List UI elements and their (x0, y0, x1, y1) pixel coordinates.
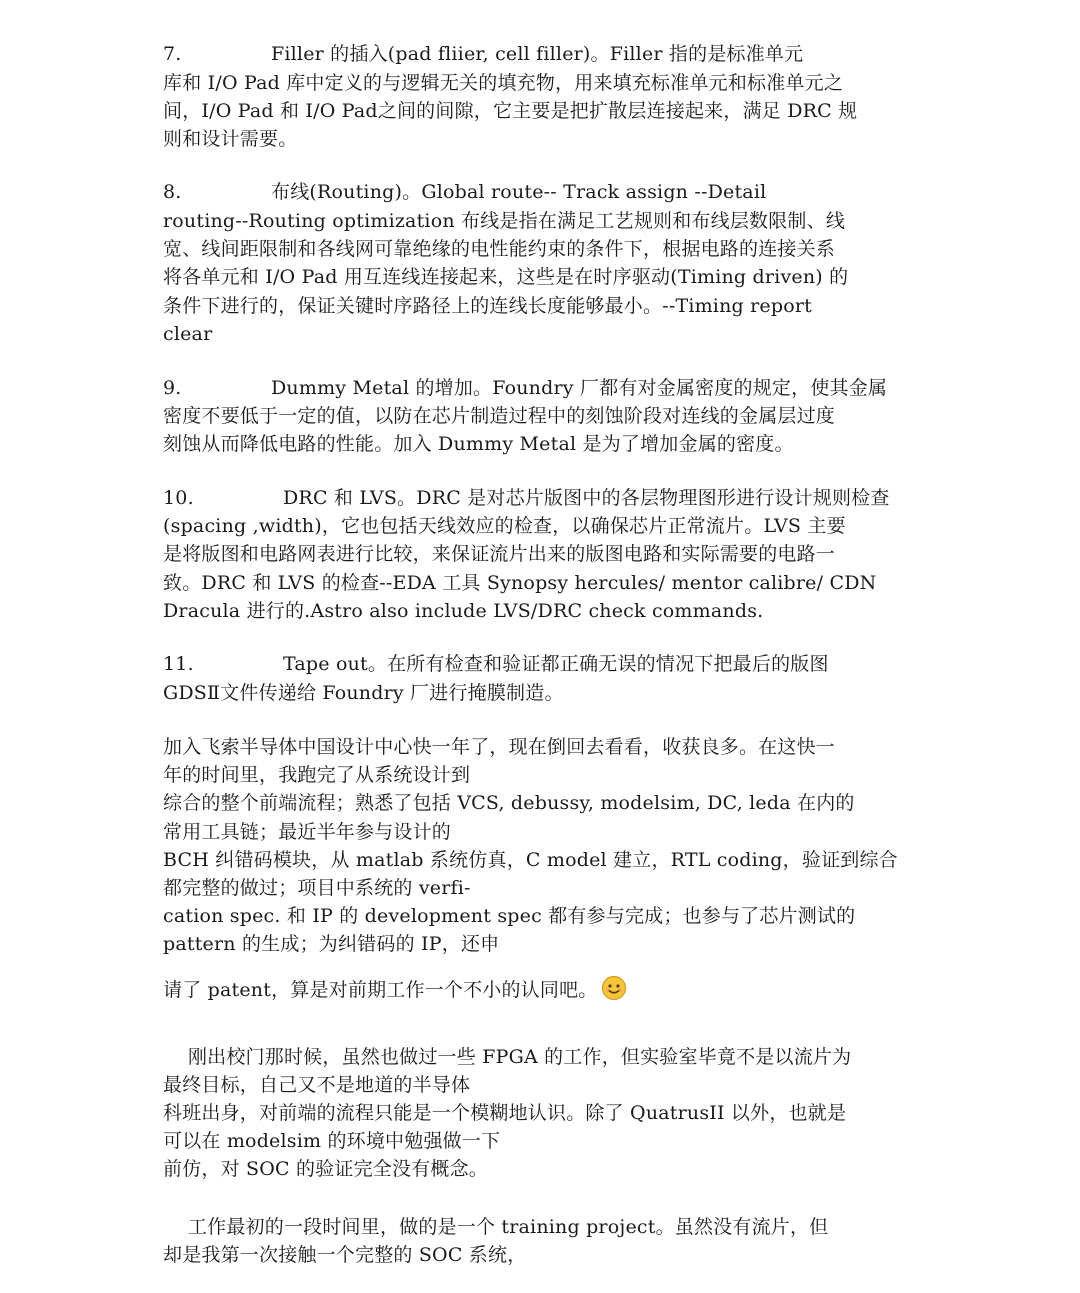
para-3-line-1: 工作最初的一段时间里，做的是一个 training project。虽然没有流片，但 (163, 1216, 829, 1238)
item-10-line-2: (spacing ,width)，它也包括天线效应的检查，以确保芯片正常流片。LVS 主要 (163, 515, 846, 537)
item-7-line-2: 库和 I/O Pad 库中定义的与逻辑无关的填充物，用来填充标准单元和标准单元之 (163, 72, 844, 94)
para-1-line-1: 加入飞索半导体中国设计中心快一年了，现在倒回去看看，收获良多。在这快一 (163, 736, 836, 758)
item-7-line-3: 间，I/O Pad 和 I/O Pad之间的间隙，它主要是把扩散层连接起来，满足 DRC 规 (163, 100, 858, 122)
item-9-line-1: 9. Dummy Metal 的增加。Foundry 厂都有对金属密度的规定，使其金属 (163, 374, 887, 402)
para-1-line-6: 都完整的做过；项目中系统的 verfi- (163, 877, 471, 899)
smiley-icon (601, 975, 627, 1001)
item-11-line-1: 11. Tape out。在所有检查和验证都正确无误的情况下把最后的版图 (163, 650, 829, 678)
para-1-line-5: BCH 纠错码模块，从 matlab 系统仿真，C model 建立，RTL coding，验证到综合 (163, 849, 898, 871)
item-9-line-3: 刻蚀从而降低电路的性能。加入 Dummy Metal 是为了增加金属的密度。 (163, 433, 794, 455)
item-8-line-3: 宽、线间距限制和各线网可靠绝缘的电性能约束的条件下，根据电路的连接关系 (163, 238, 836, 260)
para-1-line-3: 综合的整个前端流程；熟悉了包括 VCS, debussy, modelsim, DC, leda 在内的 (163, 792, 855, 814)
item-8-line-4: 将各单元和 I/O Pad 用互连线连接起来，这些是在时序驱动(Timing driven) 的 (163, 266, 849, 288)
item-10-line-3: 是将版图和电路网表进行比较，来保证流片出来的版图电路和实际需要的电路一 (163, 543, 836, 565)
item-10-line-1: 10. DRC 和 LVS。DRC 是对芯片版图中的各层物理图形进行设计规则检查 (163, 484, 890, 512)
para-1-line-7: cation spec. 和 IP 的 development spec 都有参与完成；也参与了芯片测试的 (163, 905, 856, 927)
para-2-line-2: 最终目标，自己又不是地道的半导体 (163, 1074, 471, 1096)
para-1-line-8: pattern 的生成；为纠错码的 IP，还申 (163, 933, 500, 955)
para-1-line-2: 年的时间里，我跑完了从系统设计到 (163, 764, 471, 786)
item-8-line-5: 条件下进行的，保证关键时序路径上的连线长度能够最小。--Timing report (163, 295, 812, 317)
item-7-line-1: 7. Filler 的插入(pad fliier, cell filler)。Filler 指的是标准单元 (163, 40, 803, 68)
para-1-line-4: 常用工具链；最近半年参与设计的 (163, 821, 452, 843)
item-10-line-5: Dracula 进行的.Astro also include LVS/DRC check commands. (163, 600, 764, 622)
item-8-line-2: routing--Routing optimization 布线是指在满足工艺规则和布线层数限制、线 (163, 210, 846, 232)
item-8-line-1: 8. 布线(Routing)。Global route-- Track assign --Detail (163, 178, 766, 206)
item-11-line-2: GDSⅡ文件传递给 Foundry 厂进行掩膜制造。 (163, 682, 564, 704)
para-2-line-1: 刚出校门那时候，虽然也做过一些 FPGA 的工作，但实验室毕竟不是以流片为 (163, 1046, 852, 1068)
item-8-number: 8. (163, 181, 182, 203)
item-8-line-6: clear (163, 323, 213, 345)
item-10-line-4: 致。DRC 和 LVS 的检查--EDA 工具 Synopsy hercules/ mentor calibre/ CDN (163, 572, 877, 594)
para-2-line-4: 可以在 modelsim 的环境中勉强做一下 (163, 1130, 501, 1152)
para-3-line-2: 却是我第一次接触一个完整的 SOC 系统， (163, 1244, 527, 1266)
para-2-line-3: 科班出身，对前端的流程只能是一个模糊地认识。除了 QuatrusII 以外，也就是 (163, 1102, 847, 1124)
item-11-number: 11. (163, 653, 194, 675)
item-7-number: 7. (163, 43, 182, 65)
item-9-number: 9. (163, 377, 182, 399)
para-1-line-9: 请了 patent，算是对前期工作一个不小的认同吧。 (163, 975, 627, 1004)
item-10-number: 10. (163, 487, 194, 509)
item-9-line-2: 密度不要低于一定的值，以防在芯片制造过程中的刻蚀阶段对连线的金属层过度 (163, 405, 836, 427)
item-7-line-4: 则和设计需要。 (163, 128, 298, 150)
para-2-line-5: 前仿，对 SOC 的验证完全没有概念。 (163, 1158, 489, 1180)
